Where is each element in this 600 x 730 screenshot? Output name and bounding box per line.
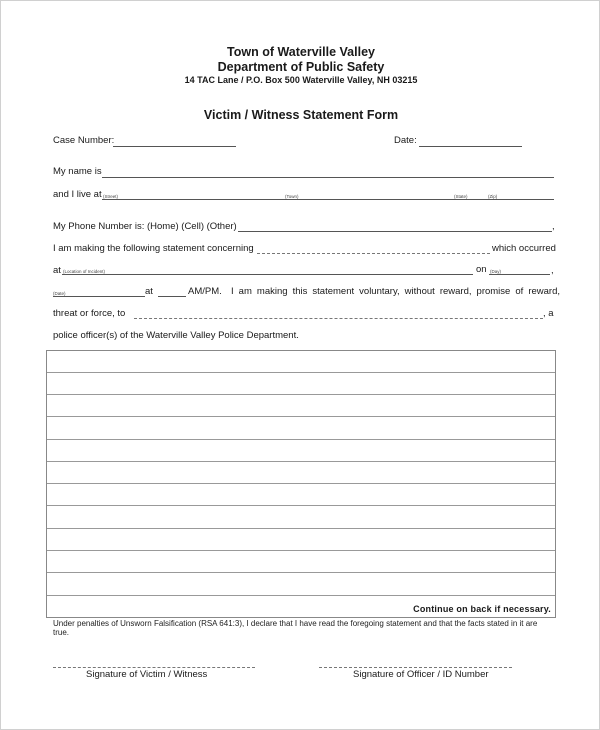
location-field[interactable] [111, 262, 471, 274]
day-underline [489, 274, 550, 275]
case-number-field[interactable] [114, 134, 235, 146]
statement-line[interactable] [49, 530, 553, 550]
phone-underline [238, 231, 552, 232]
concerning-underline [257, 253, 490, 254]
row-divider [47, 528, 555, 529]
address-underline [102, 199, 554, 200]
department-address: 14 TAC Lane / P.O. Box 500 Waterville Valley, NH 03215 [184, 75, 418, 85]
day-trailing-comma: , [551, 265, 554, 276]
date-label: Date: [394, 135, 417, 146]
on-label: on [476, 264, 487, 275]
day-sublabel: (Day) [490, 269, 501, 274]
row-divider [47, 595, 555, 596]
time-field[interactable] [159, 284, 185, 296]
state-sublabel: (State) [454, 194, 468, 199]
phone-field[interactable] [239, 219, 551, 231]
statement-line[interactable] [49, 441, 553, 461]
incident-date-sublabel: (Date) [53, 291, 66, 296]
declaration-text: Under penalties of Unsworn Falsification (RSA 641:3), I declare that I have read the foregoing statement and that the facts stated in it are true. [53, 619, 538, 637]
row-divider [47, 439, 555, 440]
victim-signature-line[interactable] [53, 667, 255, 668]
row-divider [47, 372, 555, 373]
officer-underline [134, 318, 543, 319]
incident-date-field[interactable] [67, 284, 144, 296]
town-sublabel: (Town) [285, 194, 299, 199]
day-field[interactable] [501, 262, 549, 274]
form-title: Victim / Witness Statement Form [203, 108, 399, 122]
concerning-field[interactable] [258, 241, 489, 253]
location-underline [62, 274, 473, 275]
row-divider [47, 550, 555, 551]
date-field[interactable] [420, 134, 521, 146]
row-divider [47, 416, 555, 417]
ampm-label: AM/PM. [188, 286, 222, 297]
voluntary-statement-text: I am making this statement voluntary, without reward, promise of reward, [231, 286, 561, 297]
row-divider [47, 505, 555, 506]
which-occurred-label: which occurred [492, 243, 556, 254]
officer-signature-line[interactable] [319, 667, 512, 668]
statement-line[interactable] [49, 552, 553, 572]
location-sublabel: (Location of Incident) [63, 269, 106, 274]
name-field[interactable] [104, 165, 552, 177]
statement-line[interactable] [49, 485, 553, 505]
statement-line[interactable] [49, 374, 553, 394]
phone-trailing-comma: , [552, 221, 555, 232]
statement-line[interactable] [49, 574, 553, 594]
at-time-label: at [145, 286, 153, 297]
date-underline [419, 146, 522, 147]
police-department-line: police officer(s) of the Waterville Valley Police Department. [53, 330, 299, 341]
victim-signature-label: Signature of Victim / Witness [86, 669, 208, 680]
street-sublabel: (Street) [103, 194, 119, 199]
statement-line[interactable] [49, 418, 553, 438]
officer-signature-label: Signature of Officer / ID Number [353, 669, 489, 680]
zip-sublabel: (Zip) [488, 194, 498, 199]
continue-note: Continue on back if necessary. [413, 604, 551, 614]
name-label: My name is [53, 166, 102, 177]
concerning-label: I am making the following statement concerning [53, 243, 254, 254]
case-number-underline [113, 146, 236, 147]
statement-line[interactable] [49, 396, 553, 416]
officer-field[interactable] [135, 306, 542, 318]
row-divider [47, 483, 555, 484]
threat-trailing: , a [543, 308, 554, 319]
row-divider [47, 394, 555, 395]
row-divider [47, 572, 555, 573]
at-label: at [53, 265, 61, 276]
live-at-label: and I live at [53, 189, 102, 200]
statement-line[interactable] [49, 507, 553, 527]
threat-label: threat or force, to [53, 308, 126, 319]
incident-date-underline [53, 296, 145, 297]
case-number-label: Case Number: [53, 135, 115, 146]
phone-label: My Phone Number is: (Home) (Cell) (Other) [53, 221, 237, 232]
department-heading: Department of Public Safety [217, 60, 385, 74]
name-underline [102, 177, 554, 178]
town-heading: Town of Waterville Valley [227, 45, 375, 59]
time-underline [158, 296, 186, 297]
address-field[interactable] [119, 187, 549, 199]
statement-line[interactable] [49, 597, 399, 617]
statement-line[interactable] [49, 352, 553, 372]
statement-line[interactable] [49, 463, 553, 483]
statement-box [46, 350, 556, 618]
row-divider [47, 461, 555, 462]
